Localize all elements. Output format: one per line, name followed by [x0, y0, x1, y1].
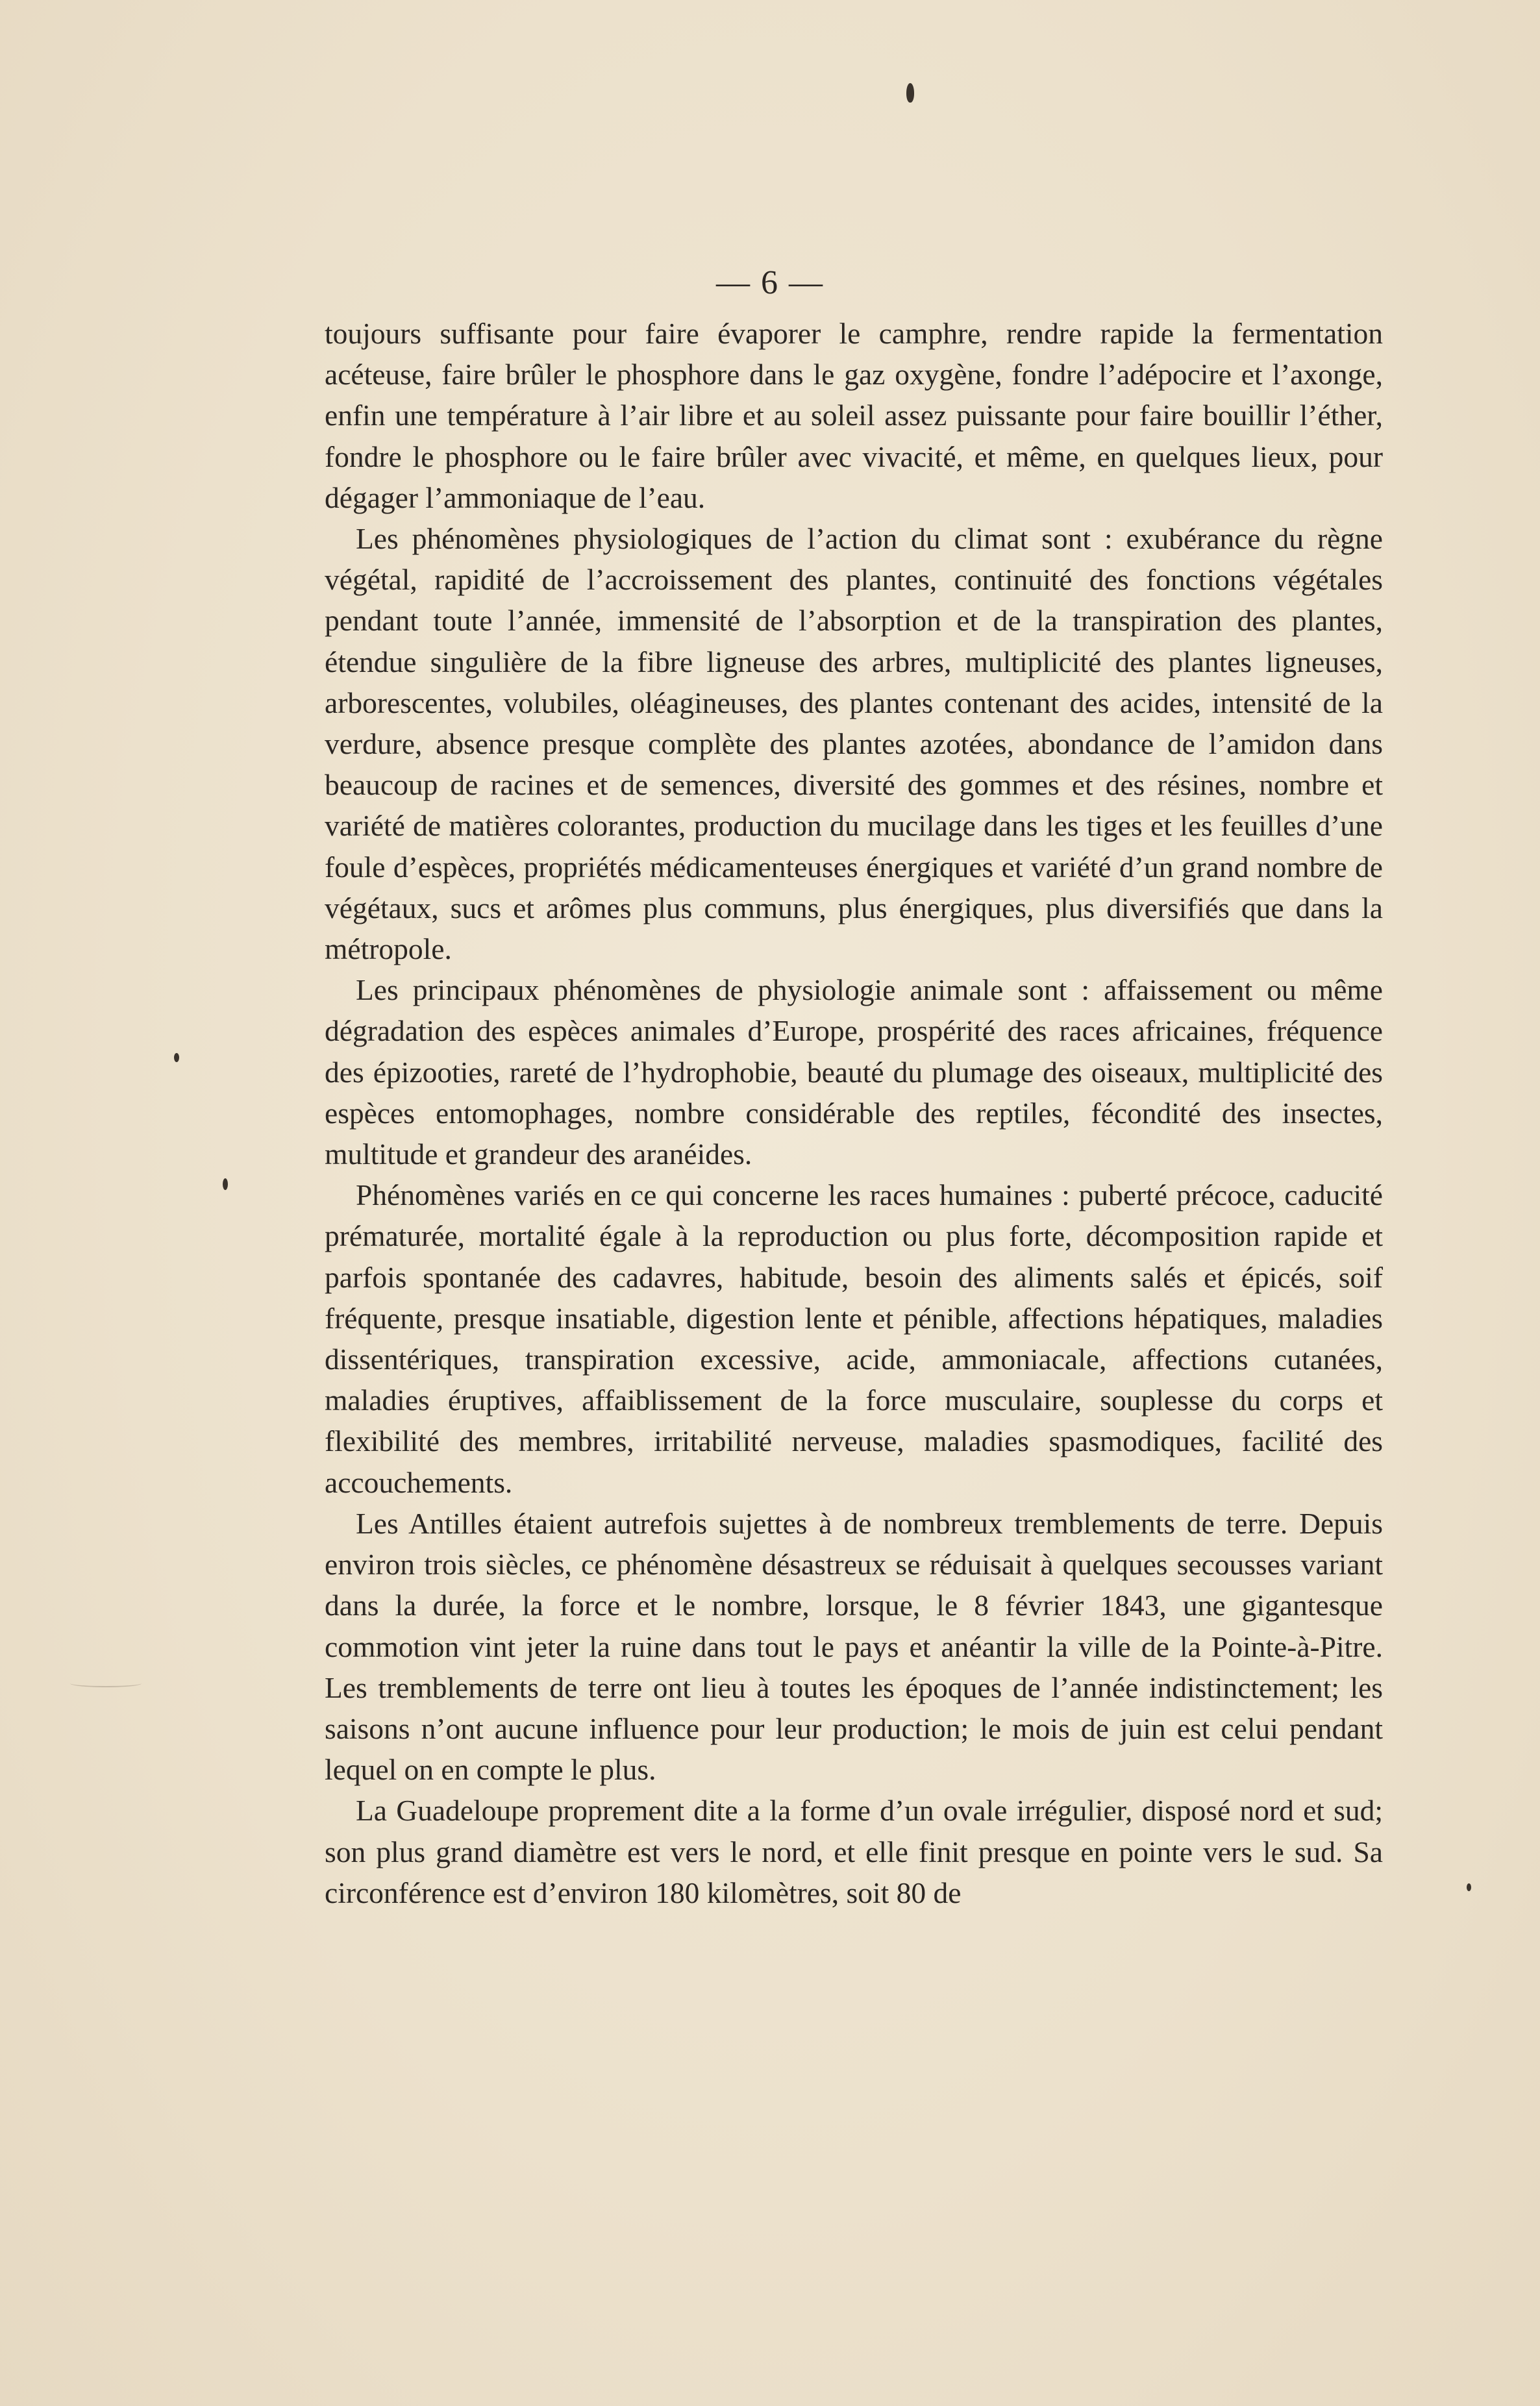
paragraph: La Guadeloupe proprement dite a la forme d’un ovale irrégulier, disposé nord et sud; son plus grand diamètre est vers le nord, et elle finit presque en pointe vers le sud. Sa circonférence est d’environ 180 kilomètres, soit 80 de	[325, 1794, 1383, 1909]
paragraph: Les Antilles étaient autrefois sujettes à de nombreux tremblements de terre. Depuis environ trois siècles, ce phénomène désastreux se réduisait à quelques secousses variant dans la durée, la force et le nombre, lorsque, le 8 février 1843, une gigantesque commotion vint jeter la ruine dans tout le pays et anéantir la ville de la Pointe-à-Pitre. Les tremblements de terre ont lieu à toutes les époques de l’année indistinctement; les saisons n’ont aucune influence pour leur production; le mois de juin est celui pendant lequel on en compte le plus.	[325, 1506, 1383, 1787]
paragraph: Les phénomènes physiologiques de l’action du climat sont : exubérance du règne végétal, rapidité de l’accroissement des plantes, continuité des fonctions végétales pendant toute l’année, immensité de l’absorption et de la transpiration des plantes, étendue singulière de la fibre ligneuse des arbres, multiplicité des plantes ligneuses, arborescentes, volubiles, oléagineuses, des plantes contenant des acides, intensité de la verdure, absence presque complète des plantes azotées, abondance de l’amidon dans beaucoup de racines et de semences, diversité des gommes et des résines, nombre et variété de matières colorantes, production du mucilage dans les tiges et les feuilles d’une foule d’espèces, propriétés médicamenteuses énergiques et variété d’un grand nombre de végétaux, sucs et arômes plus communs, plus énergiques, plus diversifiés que dans la métropole.	[325, 522, 1383, 966]
page-number: — 6 —	[716, 264, 824, 301]
paper-smudge	[70, 1680, 142, 1687]
paragraph: Les principaux phénomènes de physiologie animale sont : affaissement ou même dégradation des espèces animales d’Europe, prospérité des races africaines, fréquence des épizooties, rareté de l’hydrophobie, beauté du plumage des oiseaux, multiplicité des espèces entomophages, nombre considérable des reptiles, fécondité des insectes, multitude et grandeur des aranéides.	[325, 973, 1383, 1171]
paragraph: toujours suffisante pour faire évaporer le camphre, rendre rapide la fermentation acéteuse, faire brûler le phosphore dans le gaz oxygène, fondre l’adépocire et l’axonge, enfin une température à l’air libre et au soleil assez puissante pour faire bouillir l’éther, fondre le phosphore ou le faire brûler avec vivacité, et même, en quelques lieux, pour dégager l’ammoniaque de l’eau.	[325, 317, 1383, 514]
ink-blot	[223, 1178, 228, 1190]
ink-blot	[906, 83, 914, 103]
body-text	[325, 313, 1383, 1913]
paragraph: Phénomènes variés en ce qui concerne les races humaines : puberté précoce, caducité prématurée, mortalité égale à la reproduction ou plus forte, décomposition rapide et parfois spontanée des cadavres, habitude, besoin des aliments salés et épicés, soif fréquente, presque insatiable, digestion lente et pénible, affections hépatiques, maladies dissentériques, transpiration excessive, acide, ammoniacale, affections cutanées, maladies éruptives, affaiblissement de la force musculaire, souplesse du corps et flexibilité des membres, irritabilité nerveuse, maladies spasmodiques, facilité des accouchements.	[325, 1178, 1383, 1499]
ink-blot	[1467, 1883, 1471, 1891]
ink-blot	[174, 1053, 179, 1062]
